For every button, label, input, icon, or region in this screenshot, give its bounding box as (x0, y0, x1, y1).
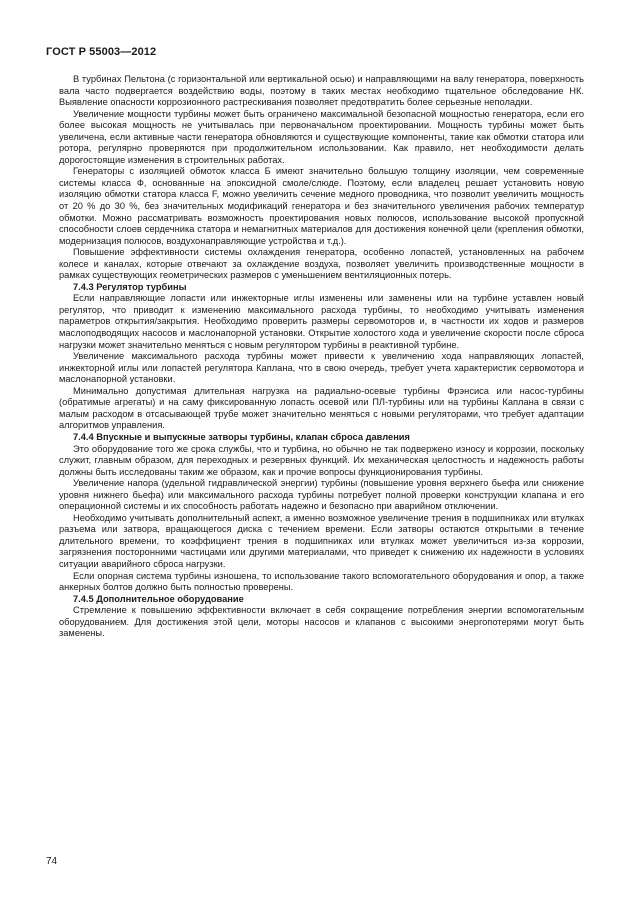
paragraph: Если опорная система турбины изношена, то использование такого вспомогательного оборудования и опор, а также анкерных болтов должно быть полностью проверены. (59, 570, 584, 593)
paragraph: Увеличение мощности турбины может быть ограничено максимальной безопасной мощностью генератора, если его более высокая мощность не учитывалась при первоначальном проектировании. Мощность турбины может быть увеличена, если активные части генератора обновляются и существующие компоненты, такие как обмотки статора или ротора, регулярно проверяются при продолжительном использовании. Как правило, нет необходимости делать дорогостоящие изменения в строительных работах. (59, 108, 584, 165)
paragraph: Увеличение напора (удельной гидравлической энергии) турбины (повышение уровня верхнего бьефа или снижение уровня нижнего бьефа) или максимального расхода турбины потребует полной проверки конструкции клапана и его операционной системы и их способность работать надежно и безопасно при аварийном отключении. (59, 478, 584, 512)
section-heading: 7.4.3 Регулятор турбины (73, 281, 187, 292)
section-heading: 7.4.5 Дополнительное оборудование (73, 593, 244, 604)
section-heading: 7.4.4 Впускные и выпускные затворы турбины, клапан сброса давления (73, 431, 410, 442)
document-standard-header: ГОСТ Р 55003—2012 (46, 46, 157, 58)
paragraph: В турбинах Пельтона (с горизонтальной или вертикальной осью) и направляющими на валу генератора, поверхность вала часто подвергается воздействию воды, поэтому в таких местах необходимо тщательное обследование НК. Выявление опасности коррозионного растрескивания позволяет предотвратить более серьезные неполадки. (59, 74, 584, 108)
paragraph: Необходимо учитывать дополнительный аспект, а именно возможное увеличение трения в подшипниках или втулках разъема или затвора, вращающегося диска с течением времени. Если затворы остаются открытыми в течение длительного времени, то коэффициент трения в подшипниках или втулках может увеличиться из-за коррозии, загрязнения посторонними частицами или другими материалами, что приведет к снижению их надежности в условиях ситуации аварийного сброса нагрузки. (59, 512, 584, 569)
paragraph: Стремление к повышению эффективности включает в себя сокращение потребления энергии вспомогательным оборудованием. Для достижения этой цели, моторы насосов и клапанов с высокими энергопотерями могут быть заменены. (59, 605, 584, 639)
paragraph: Повышение эффективности системы охлаждения генератора, особенно лопастей, установленных на рабочем колесе и каналах, которые отвечают за охлаждение воздуха, позволяет увеличить производственные мощности в рамках существующих геометрических размеров с уменьшением вентиляционных потерь. (59, 247, 584, 281)
paragraph: Минимально допустимая длительная нагрузка на радиально-осевые турбины Фрэнсиса или насос-турбины (обратимые агрегаты) и на саму фиксированную лопасть осевой или ПЛ-турбины или на турбины Каплана в связи с малым расходом в отсасывающей трубе может значительно меняться с новыми регуляторами, что требует адаптации алгоритмов управления. (59, 385, 584, 431)
page-number: 74 (46, 856, 58, 867)
paragraph: Генераторы с изоляцией обмоток класса Б имеют значительно большую толщину изоляции, чем современные системы класса Ф, основанные на эпоксидной смоле/слюде. Поэтому, если владелец решает установить новую изоляцию обмотки статора класса F, можно увеличить сечение медного проводника, что позволит увеличить мощность от 20 % до 30 %, без значительных модификаций генератора и без значительного увеличения рабочих температур обмотки. Можно рассматривать возможность проектирования новых полюсов, использование высокой пропускной способности слоев сердечника статора и немагнитных материалов для достижения конечной цели (крепления обмотки, модернизация полюсов, воздухонаправляющие устройства и т.д.). (59, 166, 584, 246)
paragraph: Увеличение максимального расхода турбины может привести к увеличению хода направляющих лопастей, инжекторной иглы или лопастей регулятора Каплана, что в свою очередь, требует учета характеристик сервомотора и маслонапорной установки. (59, 351, 584, 385)
document-body (59, 74, 584, 640)
paragraph: Это оборудование того же срока службы, что и турбина, но обычно не так подвержено износу и коррозии, поскольку служит, главным образом, для переходных и резервных функций. Их механическая целостность и надежность работы должны быть исследованы таким же образом, как и прочие вопросы функционирования турбины. (59, 443, 584, 477)
paragraph: Если направляющие лопасти или инжекторные иглы изменены или заменены или на турбине уставлен новый регулятор, что приводит к изменению максимального расхода турбины, то необходимо учитывать изменения параметров открытия/закрытия. Необходимо проверить размеры сервомоторов и, в частности их ходов и размеров маслоподводящих насосов и маслонапорной установки. Открытие холостого хода и увеличение скорости после сброса нагрузки может значительно меняться с новым регулятором турбины в реактивной турбине. (59, 293, 584, 350)
